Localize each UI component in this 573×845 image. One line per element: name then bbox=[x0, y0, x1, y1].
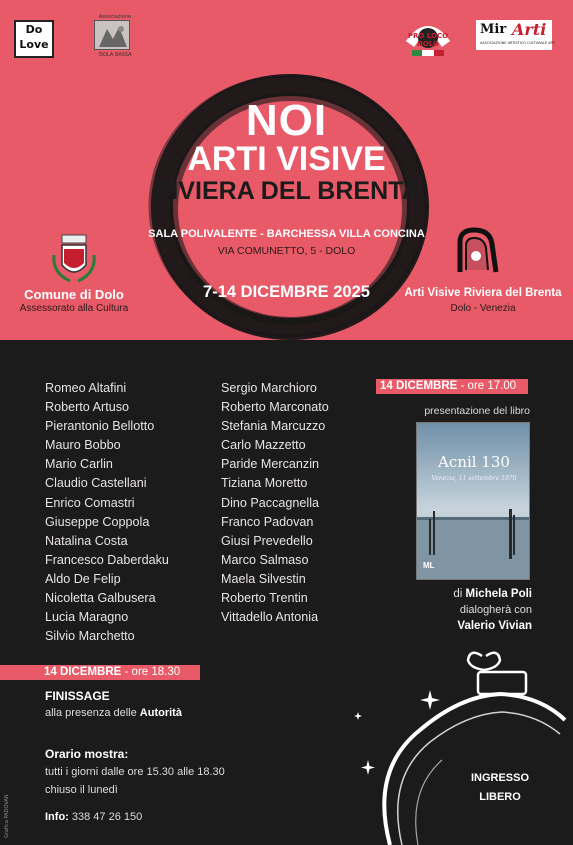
isola-bassa-logo-bottom: ISOLA BASSA bbox=[98, 52, 132, 58]
book-cover-image bbox=[417, 423, 530, 580]
book-subtitle: Venezia, 11 settembre 1970 bbox=[431, 475, 517, 482]
book-author-line bbox=[360, 588, 532, 600]
title-line2: ARTI VISIVE bbox=[187, 140, 386, 178]
mirarti-logo-arti: Arti bbox=[512, 20, 547, 39]
artist-name: Sergio Marchioro bbox=[221, 381, 317, 395]
hours-line1: tutti i giorni dalle ore 15.30 alle 18.30 bbox=[45, 766, 225, 778]
info-label: Info: bbox=[45, 811, 69, 823]
finissage-date-band bbox=[0, 665, 200, 680]
dolove-logo-line2: Love bbox=[19, 38, 49, 51]
mirarti-logo-caption: ASSOCIAZIONE ARTISTICO CULTURALE APS bbox=[480, 41, 555, 45]
artist-name: Claudio Castellani bbox=[45, 476, 147, 491]
book-event-date-band bbox=[376, 379, 528, 394]
info-phone[interactable]: 338 47 26 150 bbox=[71, 811, 143, 823]
finissage-time: - ore 18.30 bbox=[124, 666, 181, 678]
dolove-logo-line1: Do bbox=[25, 23, 43, 36]
finissage-title: FINISSAGE bbox=[45, 689, 110, 703]
finissage-presence-bold: Autorità bbox=[139, 707, 182, 719]
book-author-prefix: di bbox=[453, 588, 463, 600]
book-event-date: 14 DICEMBRE bbox=[380, 380, 458, 392]
artist-name: Roberto Trentin bbox=[221, 591, 308, 606]
artist-name: Natalina Costa bbox=[45, 533, 128, 548]
info-line bbox=[45, 811, 142, 823]
artist-name: Pierantonio Bellotto bbox=[45, 419, 155, 434]
book-event-time: - ore 17.00 bbox=[460, 380, 517, 392]
book-dialog-text: dialogherà con bbox=[459, 604, 532, 616]
artist-name: Silvio Marchetto bbox=[45, 629, 135, 644]
christmas-ornament-icon bbox=[350, 650, 573, 845]
artist-name: Maela Silvestin bbox=[221, 571, 306, 586]
book-author: Michela Poli bbox=[465, 588, 532, 600]
event-dates: 7-14 DICEMBRE 2025 bbox=[203, 283, 370, 301]
book-speaker: Valerio Vivian bbox=[457, 620, 532, 632]
artist-name: Marco Salmaso bbox=[221, 552, 309, 567]
avrb-logo-icon bbox=[452, 226, 500, 278]
artist-name: Mario Carlin bbox=[45, 457, 113, 472]
mirarti-logo bbox=[476, 20, 555, 50]
entry-line1: INGRESSO bbox=[470, 772, 530, 784]
header-section bbox=[0, 0, 573, 340]
isola-bassa-logo bbox=[90, 14, 140, 62]
organizer-name: Arti Visive Riviera del Brenta bbox=[404, 287, 562, 299]
artists-list-right bbox=[221, 379, 329, 627]
venue-address: VIA COMUNETTO, 5 - DOLO bbox=[217, 245, 356, 257]
artist-name: Franco Padovan bbox=[221, 514, 314, 529]
artist-name: Stefania Marcuzzo bbox=[221, 419, 326, 434]
finissage-date: 14 DICEMBRE bbox=[44, 666, 122, 678]
proloco-logo bbox=[402, 14, 454, 62]
artist-name: Romeo Altafini bbox=[45, 381, 127, 395]
finissage-presence bbox=[45, 707, 182, 719]
graphic-credit: Grafica PADOVAN bbox=[4, 794, 10, 838]
artist-name: Francesco Daberdaku bbox=[45, 552, 169, 567]
book-cover bbox=[416, 422, 530, 580]
artist-name: Paride Mercanzin bbox=[221, 457, 319, 472]
artist-name: Roberto Marconato bbox=[221, 400, 329, 415]
artist-name: Giuseppe Coppola bbox=[45, 514, 150, 529]
hours-heading: Orario mostra: bbox=[45, 747, 129, 761]
comune-department: Assessorato alla Cultura bbox=[19, 303, 129, 314]
proloco-logo-text: PRO LOCO DOLO bbox=[407, 32, 449, 48]
artist-name: Carlo Mazzetto bbox=[221, 438, 306, 453]
publisher-mark: ML bbox=[423, 561, 435, 570]
artist-name: Vittadello Antonia bbox=[221, 610, 319, 625]
dolove-logo bbox=[14, 20, 54, 58]
artist-name: Tiziana Moretto bbox=[221, 476, 308, 491]
artists-list-left bbox=[45, 379, 169, 646]
mirarti-logo-mir: Mir bbox=[480, 22, 507, 37]
artist-name: Mauro Bobbo bbox=[45, 438, 121, 453]
comune-name: Comune di Dolo bbox=[24, 287, 124, 302]
comune-crest-icon bbox=[50, 233, 98, 285]
hours-line2: chiuso il lunedì bbox=[45, 784, 118, 796]
artist-name: Lucia Maragno bbox=[45, 610, 129, 625]
finissage-presence-prefix: alla presenza delle bbox=[45, 707, 137, 719]
book-presentation-intro: presentazione del libro bbox=[424, 405, 530, 417]
title-line1: NOI bbox=[245, 96, 328, 145]
artist-name: Enrico Comastri bbox=[45, 495, 135, 510]
title-line3: RIVIERA DEL BRENTA bbox=[153, 177, 420, 205]
entry-line2: LIBERO bbox=[479, 791, 521, 803]
artist-name: Giusi Prevedello bbox=[221, 533, 313, 548]
artist-name: Nicoletta Galbusera bbox=[45, 591, 156, 606]
artist-name: Dino Paccagnella bbox=[221, 495, 320, 510]
isola-bassa-logo-top: Associazione bbox=[98, 14, 132, 20]
isola-bassa-image bbox=[94, 20, 130, 50]
organizer-location: Dolo - Venezia bbox=[450, 303, 516, 314]
book-title: Acnil 130 bbox=[438, 453, 510, 471]
venue-name: SALA POLIVALENTE - BARCHESSA VILLA CONCINA bbox=[148, 228, 425, 240]
artist-name: Roberto Artuso bbox=[45, 400, 130, 415]
artist-name: Aldo De Felip bbox=[45, 571, 121, 586]
